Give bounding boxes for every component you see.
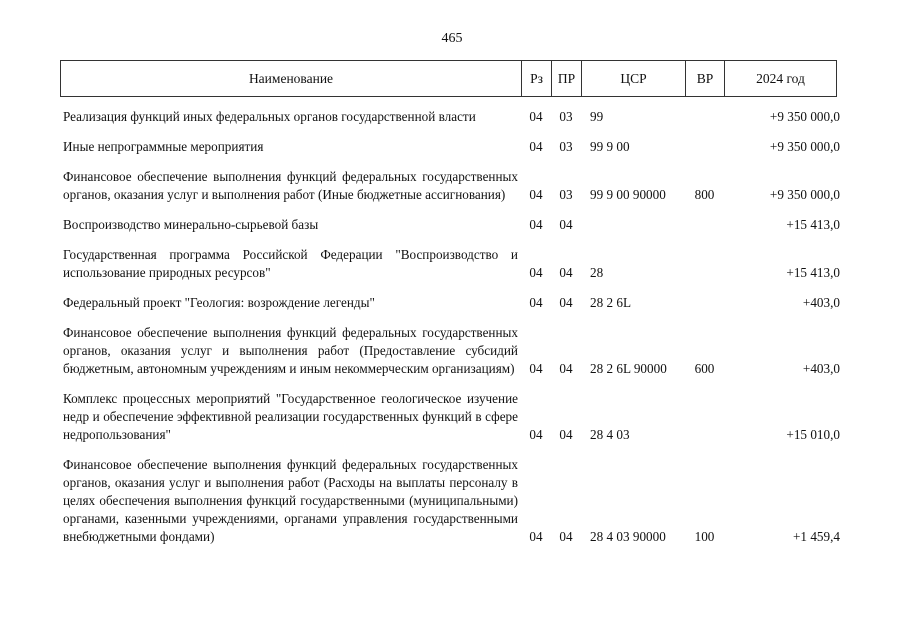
table-row — [60, 294, 840, 312]
row-name: Федеральный проект "Геология: возрождение легенды" — [63, 295, 375, 310]
row-pr: 04 — [559, 265, 573, 280]
row-rz: 04 — [529, 427, 543, 442]
row-amount: +15 010,0 — [786, 427, 840, 442]
table-row — [60, 168, 840, 204]
table-row — [60, 138, 840, 156]
row-name: Иные непрограммные мероприятия — [63, 139, 264, 154]
row-csr: 28 4 03 90000 — [590, 529, 666, 544]
row-amount: +15 413,0 — [786, 217, 840, 232]
header-vr: ВР — [686, 61, 725, 96]
row-amount: +9 350 000,0 — [769, 139, 840, 154]
row-pr: 03 — [559, 139, 573, 154]
table-row — [60, 390, 840, 444]
row-csr: 28 4 03 — [590, 427, 630, 442]
row-pr: 03 — [559, 187, 573, 202]
row-pr: 04 — [559, 217, 573, 232]
table-row — [60, 456, 840, 546]
page-number: 465 — [441, 31, 463, 46]
row-csr: 28 2 6L — [590, 295, 632, 310]
row-csr: 99 — [590, 109, 604, 124]
row-rz: 04 — [529, 265, 543, 280]
header-csr: ЦСР — [582, 61, 686, 96]
row-pr: 04 — [559, 529, 573, 544]
row-rz: 04 — [529, 295, 543, 310]
row-vr: 800 — [694, 187, 715, 202]
row-rz: 04 — [529, 529, 543, 544]
row-pr: 04 — [559, 295, 573, 310]
table-row — [60, 108, 840, 126]
table-row — [60, 216, 840, 234]
row-amount: +403,0 — [802, 361, 840, 376]
row-name: Воспроизводство минерально-сырьевой базы — [63, 217, 319, 232]
row-csr: 28 — [590, 265, 604, 280]
row-rz: 04 — [529, 217, 543, 232]
row-csr: 99 9 00 — [590, 139, 630, 154]
row-amount: +15 413,0 — [786, 265, 840, 280]
row-name: Комплекс процессных мероприятий "Государственное геологическое изучение недр и обеспечение эффективной реализации государственных функций в сфере недропользования" — [63, 391, 518, 442]
row-rz: 04 — [529, 187, 543, 202]
table-header — [60, 60, 837, 97]
row-amount: +1 459,4 — [793, 529, 840, 544]
row-vr: 100 — [694, 529, 715, 544]
row-amount: +9 350 000,0 — [769, 187, 840, 202]
header-name: Наименование — [61, 61, 522, 96]
row-rz: 04 — [529, 109, 543, 124]
row-pr: 03 — [559, 109, 573, 124]
row-pr: 04 — [559, 361, 573, 376]
row-csr: 28 2 6L 90000 — [590, 361, 667, 376]
row-rz: 04 — [529, 139, 543, 154]
row-name: Государственная программа Российской Федерации "Воспроизводство и использование природных ресурсов" — [63, 247, 518, 280]
row-amount: +403,0 — [802, 295, 840, 310]
row-amount: +9 350 000,0 — [769, 109, 840, 124]
row-rz: 04 — [529, 361, 543, 376]
row-name: Финансовое обеспечение выполнения функций федеральных государственных органов, оказания услуг и выполнения работ (Иные бюджетные ассигнования) — [63, 169, 518, 202]
row-pr: 04 — [559, 427, 573, 442]
row-csr: 99 9 00 90000 — [590, 187, 666, 202]
row-vr: 600 — [694, 361, 715, 376]
row-name: Финансовое обеспечение выполнения функций федеральных государственных органов, оказания услуг и выполнения работ (Расходы на выплаты персоналу в целях обеспечения выполнения функций государственными (муниципальными) органами, казенными учреждениями, органами управления государственными внебюджетными фондами) — [63, 457, 518, 544]
header-year: 2024 год — [756, 70, 805, 86]
row-name: Финансовое обеспечение выполнения функций федеральных государственных органов, оказания услуг и выполнения работ (Предоставление субсидий бюджетным, автономным учреждениям и иным некоммерческим организациям) — [63, 325, 518, 376]
row-name: Реализация функций иных федеральных органов государственной власти — [63, 109, 476, 124]
table-row — [60, 324, 840, 378]
table-row — [60, 246, 840, 282]
table-body — [60, 108, 840, 558]
header-pr: ПР — [552, 61, 582, 96]
header-rz: Рз — [522, 61, 552, 96]
